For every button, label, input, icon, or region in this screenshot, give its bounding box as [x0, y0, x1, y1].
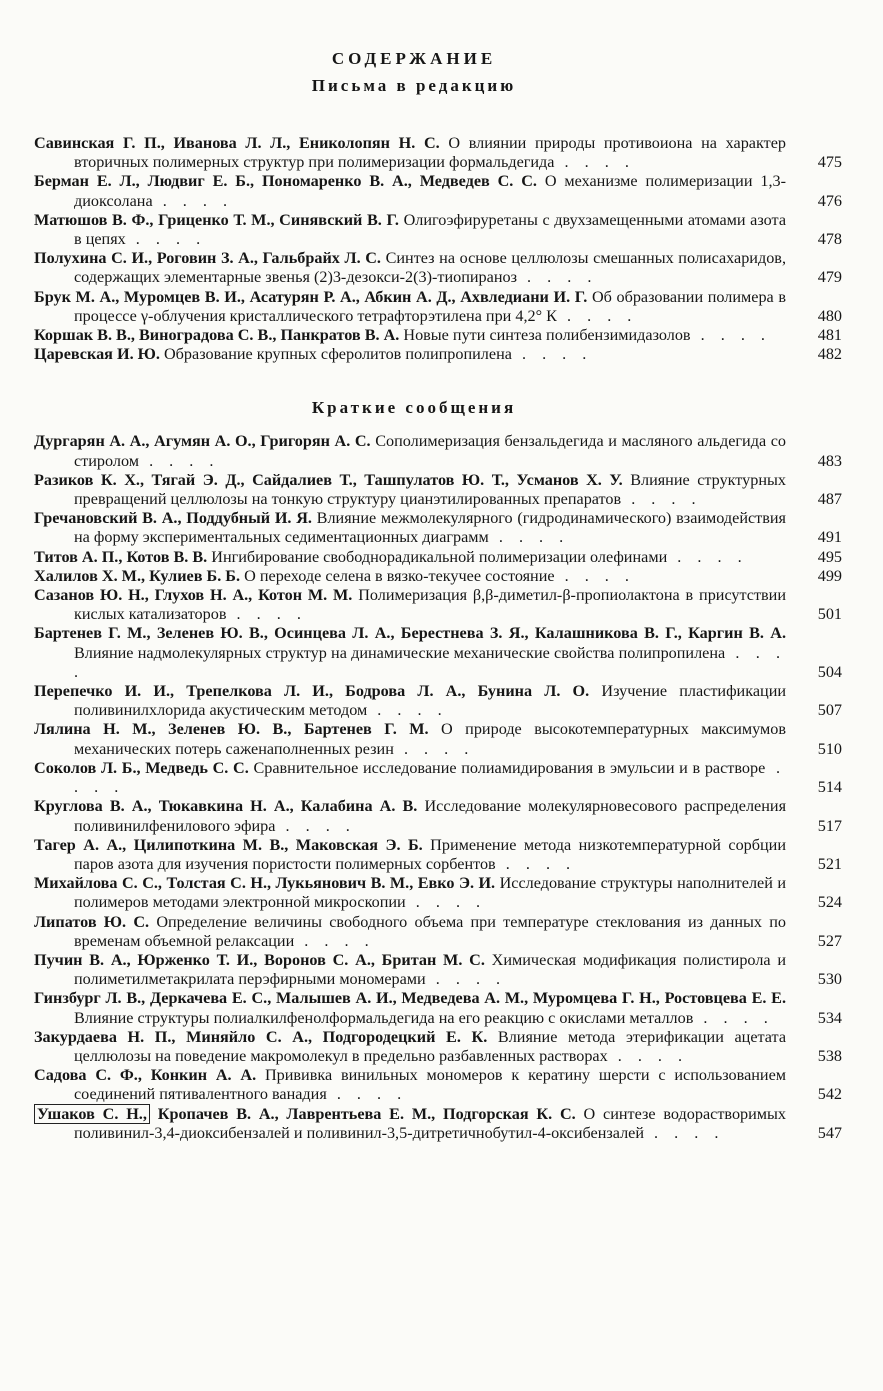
page-title: СОДЕРЖАНИЕ	[331, 49, 497, 68]
leader-dots: . . . .	[621, 490, 702, 509]
entry-title: Образование крупных сферолитов полипропилена	[163, 345, 512, 364]
leader-dots: . . . .	[405, 893, 487, 912]
entry-page-number: 521	[817, 854, 842, 873]
entry-page-number: 538	[817, 1046, 842, 1065]
leader-dots: . . . .	[326, 1085, 408, 1104]
entry-title: Влияние надмолекулярных структур на динамические механические свойства полипропилена	[74, 643, 726, 662]
toc-entry-text	[34, 548, 786, 567]
toc-entry[interactable]	[0, 797, 883, 835]
toc-entry[interactable]	[0, 624, 883, 682]
leader-dots: . . . .	[644, 1123, 725, 1142]
entry-authors: Бартенев Г. М., Зеленев Ю. В., Осинцева Л. А., Берестнева З. Я., Калашникова В. Г., Каргин В. А.	[34, 624, 786, 643]
leader-dots: . . . .	[511, 345, 593, 364]
entry-title: Полимеризация β,β-диметил-β-пропиолактона в присутствии кислых катализаторов	[74, 586, 787, 624]
entry-title: О механизме полимеризации 1,3-диоксолана	[74, 172, 786, 210]
entry-title: Влияние структуры полиалкилфенолформальдегида на его реакцию с окислами металлов	[74, 1008, 694, 1027]
toc-entry-text	[34, 326, 786, 345]
entry-authors: Лялина Н. М., Зеленев Ю. В., Бартенев Г. М.	[34, 720, 429, 739]
toc-entry-text	[34, 172, 786, 210]
leader-dots: . . . .	[690, 326, 771, 345]
entry-title: Влияние межмолекулярного (гидродинамического) взаимодействия на форму экспериментальных седиментационных диаграмм	[74, 509, 787, 547]
entry-page-number: 510	[817, 739, 842, 758]
toc-entry[interactable]	[0, 586, 883, 624]
leader-dots: . . . .	[516, 268, 598, 287]
toc-entry[interactable]	[0, 759, 883, 797]
entry-authors: Пучин В. А., Юрженко Т. И., Воронов С. А., Британ М. С.	[34, 950, 485, 969]
entry-title: Синтез на основе целлюлозы смешанных полисахаридов, содержащих элементарные звенья (2)3-дезокси-2(3)-тиопираноз	[74, 249, 786, 287]
toc-entry[interactable]	[0, 1066, 883, 1104]
entry-title: О переходе селена в вязко-текучее состояние	[244, 566, 555, 585]
leader-dots: . . . .	[554, 153, 635, 172]
entry-authors: Гинзбург Л. В., Деркачева Е. С., Малышев А. И., Медведева А. М., Муромцева Г. Н., Ростовцева Е. Е.	[34, 989, 786, 1008]
entry-page-number: 479	[817, 268, 842, 287]
section-short-reports-entries	[0, 432, 883, 1143]
entry-title: Влияние структурных превращений целлюлозы на тонкую структуру цианэтилированных препаратов	[74, 470, 786, 509]
entry-title: Сополимеризация бензальдегида и масляного альдегида со стиролом	[74, 432, 787, 470]
leader-dots: . . . .	[425, 970, 507, 989]
entry-title: Новые пути синтеза полибензимидазолов	[403, 326, 691, 345]
entry-page-number: 495	[817, 547, 842, 566]
entry-title: Олигоэфируретаны с двухзамещенными атомами азота в цепях	[74, 210, 787, 249]
entry-page-number: 507	[817, 701, 842, 720]
leader-dots: . . . .	[125, 230, 207, 249]
leader-dots: . . . .	[74, 758, 787, 797]
leader-dots: . . . .	[495, 854, 577, 873]
entry-authors: Михайлова С. С., Толстая С. Н., Лукьянович В. М., Евко Э. И.	[34, 874, 496, 893]
entry-authors: Титов А. П., Котов В. В.	[34, 547, 208, 566]
toc-entry[interactable]	[0, 134, 883, 172]
leader-dots: . . . .	[226, 605, 307, 624]
toc-entry-text	[34, 836, 786, 874]
toc-entry-text	[34, 567, 786, 586]
entry-page-number: 476	[817, 191, 842, 210]
entry-title: Изучение пластификации поливинилхлорида акустическим методом	[74, 682, 787, 720]
toc-entry[interactable]	[0, 509, 883, 547]
toc-entry[interactable]	[0, 874, 883, 912]
entry-authors: Садова С. Ф., Конкин А. А.	[34, 1066, 257, 1085]
toc-entry-text	[34, 759, 786, 797]
toc-entry-text	[34, 134, 786, 172]
toc-entry[interactable]	[0, 172, 883, 210]
toc-entry[interactable]	[0, 326, 883, 345]
toc-entry[interactable]	[0, 989, 883, 1027]
entry-page-number: 482	[817, 345, 842, 364]
toc-entry-text	[34, 509, 786, 547]
entry-page-number: 487	[817, 490, 842, 509]
toc-entry-text	[34, 586, 786, 624]
toc-entry[interactable]	[0, 211, 883, 249]
toc-entry-text	[34, 1028, 786, 1066]
toc-entry[interactable]	[0, 345, 883, 364]
toc-entry[interactable]	[0, 1105, 883, 1143]
entry-page-number: 514	[817, 778, 842, 797]
entry-title: Ингибирование свободнорадикальной полимеризации олефинами	[211, 547, 668, 566]
section-title-short-reports: Краткие сообщения	[311, 398, 517, 418]
leader-dots: . . . .	[554, 566, 635, 585]
entry-title: О влиянии природы противоиона на характер вторичных полимерных структур при полимеризации формальдегида	[74, 134, 786, 172]
entry-authors: Берман Е. Л., Людвиг Е. Б., Пономаренко В. А., Медведев С. С.	[34, 172, 537, 191]
toc-entry[interactable]	[0, 682, 883, 720]
entry-authors: Липатов Ю. С.	[34, 912, 150, 931]
entry-page-number: 480	[817, 306, 842, 325]
leader-dots: . . . .	[693, 1008, 774, 1027]
toc-entry[interactable]	[0, 548, 883, 567]
entry-authors: Тагер А. А., Цилипоткина М. В., Маковская Э. Б.	[34, 835, 423, 854]
entry-authors: Кропачев В. А., Лаврентьева Е. М., Подгорская К. С.	[157, 1104, 576, 1123]
entry-authors: Матюшов В. Ф., Гриценко Т. М., Синявский В. Г.	[34, 210, 399, 229]
toc-entry-text	[34, 951, 786, 989]
leader-dots: . . . .	[152, 191, 234, 210]
entry-title: Прививка винильных мономеров к кератину шерсти с использованием соединений пятивалентного ванадия	[74, 1066, 787, 1104]
entry-authors: Дургарян А. А., Агумян А. О., Григорян А. С.	[34, 432, 371, 451]
toc-entry-text	[34, 432, 786, 470]
toc-entry-text	[34, 989, 786, 1027]
entry-authors: Полухина С. И., Роговин З. А., Гальбрайх Л. С.	[34, 249, 381, 268]
entry-title: Влияние метода этерификации ацетата целлюлозы на поведение макромолекул в предельно разбавленных растворах	[74, 1027, 787, 1065]
entry-page-number: 504	[817, 662, 842, 681]
toc-entry-text	[34, 211, 786, 249]
toc-entry-text	[34, 682, 786, 720]
leader-dots: . . . .	[667, 547, 748, 566]
entry-page-number: 491	[817, 528, 842, 547]
entry-page-number: 530	[817, 970, 842, 989]
entry-page-number: 475	[817, 153, 842, 172]
toc-entry-text	[34, 471, 786, 509]
toc-entry-text	[34, 913, 786, 951]
entry-title: Определение величины свободного объема при температуре стеклования из данных по временам объемной релаксации	[74, 912, 786, 950]
toc-entry[interactable]	[0, 836, 883, 874]
entry-page-number: 527	[817, 931, 842, 950]
toc-entry-text	[34, 249, 786, 287]
entry-title: Химическая модификация полистирола и полиметилметакрилата перэфирными мономерами	[74, 950, 787, 989]
entry-title: Исследование молекулярновесового распределения поливинилфенилового эфира	[74, 797, 787, 835]
entry-title: О синтезе водорастворимых поливинил-3,4-диоксибензалей и поливинил-3,5-дитретичнобутил-4-оксибензалей	[74, 1104, 787, 1142]
entry-title: Об образовании полимера в процессе γ-облучения кристаллического тетрафторэтилена при 4,2° К	[74, 287, 787, 325]
entry-page-number: 517	[817, 816, 842, 835]
leader-dots: . . . .	[607, 1046, 689, 1065]
leader-dots: . . . .	[294, 931, 375, 950]
section-title-letters: Письма в редакцию	[311, 76, 517, 95]
leader-dots: . . . .	[488, 528, 570, 547]
entry-authors: Коршак В. В., Виноградова С. В., Панкратов В. А.	[34, 326, 400, 345]
entry-authors: Гречановский В. А., Поддубный И. Я.	[34, 509, 312, 528]
toc-entry-text	[34, 874, 786, 912]
entry-title: Исследование структуры наполнителей и полимеров методами электронной микроскопии	[74, 874, 787, 912]
toc-entry[interactable]	[0, 1028, 883, 1066]
entry-page-number: 547	[817, 1123, 842, 1142]
entry-authors: Брук М. А., Муромцев В. И., Асатурян Р. А., Абкин А. Д., Ахвледиани И. Г.	[34, 287, 588, 306]
leader-dots: . . . .	[367, 701, 448, 720]
entry-authors: Халилов Х. М., Кулиев Б. Б.	[34, 566, 241, 585]
leader-dots: . . . .	[393, 739, 475, 758]
entry-authors: Сазанов Ю. Н., Глухов Н. А., Котон М. М.	[34, 586, 353, 605]
toc-entry-text	[34, 1105, 786, 1143]
toc-entry-text	[34, 797, 786, 835]
entry-page-number: 483	[817, 451, 842, 470]
entry-authors: Соколов Л. Б., Медведь С. С.	[34, 758, 249, 777]
entry-page-number: 499	[817, 566, 842, 585]
toc-entry-text	[34, 624, 786, 682]
entry-page-number: 534	[817, 1008, 842, 1027]
entry-title: О природе высокотемпературных максимумов механических потерь саженаполненных резин	[74, 720, 786, 758]
leader-dots: . . . .	[556, 306, 638, 325]
entry-page-number: 524	[817, 893, 842, 912]
toc-entry-text	[34, 720, 786, 758]
toc-entry[interactable]	[0, 471, 883, 509]
entry-title: Применение метода низкотемпературной сорбции паров азота для изучения пористости полимерных сорбентов	[74, 835, 786, 873]
toc-entry-text	[34, 288, 786, 326]
toc-entry-text	[34, 1066, 786, 1104]
leader-dots: . . . .	[139, 451, 220, 470]
toc-entry[interactable]	[0, 432, 883, 470]
toc-entry[interactable]	[0, 913, 883, 951]
entry-authors: Разиков К. Х., Тягай Э. Д., Сайдалиев Т., Ташпулатов Ю. Т., Усманов Х. У.	[34, 470, 623, 489]
toc-entry[interactable]	[0, 288, 883, 326]
entry-page-number: 542	[817, 1085, 842, 1104]
leader-dots: . . . .	[74, 643, 787, 681]
toc-entry[interactable]	[0, 249, 883, 287]
entry-page-number: 478	[817, 230, 842, 249]
section-letters-entries	[0, 134, 883, 364]
toc-entry-text	[34, 345, 786, 364]
entry-authors: Царевская И. Ю.	[34, 345, 160, 364]
toc-entry[interactable]	[0, 567, 883, 586]
toc-entry[interactable]	[0, 720, 883, 758]
entry-authors: Перепечко И. И., Трепелкова Л. И., Бодрова Л. А., Бунина Л. О.	[34, 682, 590, 701]
entry-authors: Круглова В. А., Тюкавкина Н. А., Калабина А. В.	[34, 797, 418, 816]
toc-entry[interactable]	[0, 951, 883, 989]
leader-dots: . . . .	[275, 816, 356, 835]
entry-page-number: 501	[817, 605, 842, 624]
entry-authors: Закурдаева Н. П., Миняйло С. А., Подгородецкий Е. К.	[34, 1027, 488, 1046]
deceased-author-box: Ушаков С. Н.,	[34, 1104, 150, 1124]
entry-title: Сравнительное исследование полиамидирования в эмульсии и в растворе	[253, 758, 766, 777]
entry-page-number: 481	[817, 326, 842, 345]
entry-authors: Савинская Г. П., Иванова Л. Л., Ениколопян Н. С.	[34, 134, 440, 152]
